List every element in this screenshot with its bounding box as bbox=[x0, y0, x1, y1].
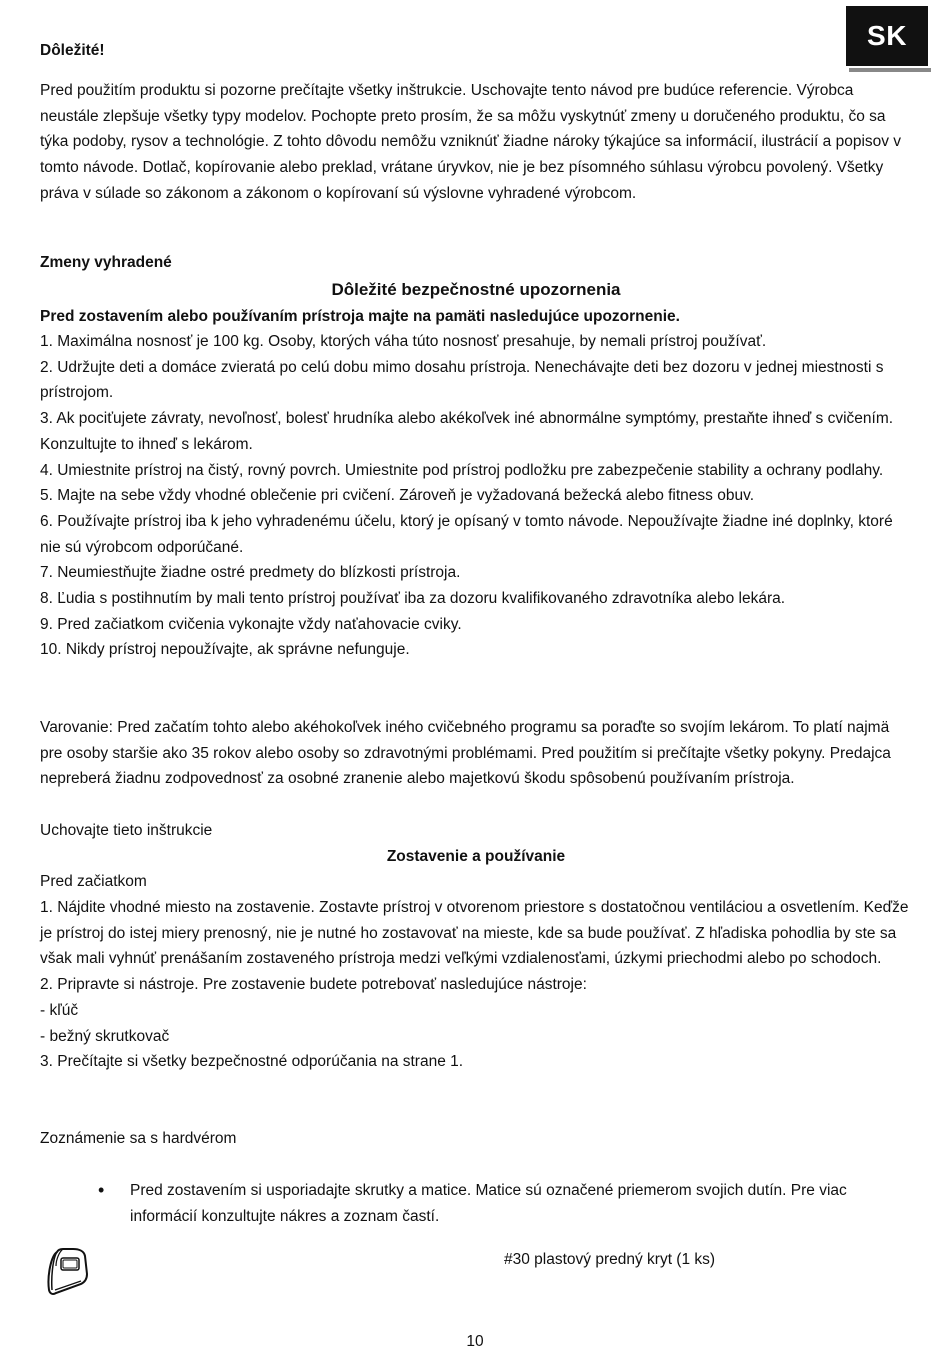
safety-lead: Pred zostavením alebo používaním prístroja majte na pamäti nasledujúce upozornenie. bbox=[40, 308, 680, 325]
safety-item: 9. Pred začiatkom cvičenia vykonajte vždy naťahovacie cviky. bbox=[40, 615, 462, 633]
before-start: Pred začiatkom bbox=[40, 873, 147, 890]
assembly-list bbox=[40, 895, 912, 1075]
warning-paragraph: Varovanie: Pred začatím tohto alebo akéhokoľvek iného cvičebného programu sa poraďte so svojím lekárom. To platí najmä pre osoby staršie ako 35 rokov alebo osoby so zdravotnými problémami. Pred použitím si prečítajte všetky pokyny. Predajca nepreberá žiadnu zodpovednosť za osobné zranenie alebo majetkovú škodu spôsobenú používaním prístroja. bbox=[40, 719, 891, 788]
keep-instructions: Uchovajte tieto inštrukcie bbox=[40, 822, 213, 839]
assembly-item: 1. Nájdite vhodné miesto na zostavenie. Zostavte prístroj v otvorenom priestore s dostatočnou ventiláciou a osvetlením. Keďže je prístroj do istej miery prenosný, nie je nutné ho zostavovať na mieste, kde sa bude používať. Z hľadiska pohodlia by ste sa však mali vyhnúť prenášaním zostaveného prístroja medzi veľkými vzdialenosťami, úzkymi priechodmi alebo po schodoch. bbox=[40, 899, 909, 968]
safety-item: 7. Neumiestňujte žiadne ostré predmety do blízkosti prístroja. bbox=[40, 564, 461, 582]
assembly-item: - kľúč bbox=[40, 1001, 79, 1019]
plastic-front-cover-icon bbox=[43, 1246, 95, 1298]
safety-item: 10. Nikdy prístroj nepoužívajte, ak správne nefunguje. bbox=[40, 641, 410, 659]
safety-item: 4. Umiestnite prístroj na čistý, rovný povrch. Umiestnite pod prístroj podložku pre zabezpečenie stability a ochrany podlahy. bbox=[40, 461, 884, 479]
safety-item: 1. Maximálna nosnosť je 100 kg. Osoby, ktorých váha túto nosnosť presahuje, by nemali prístroj používať. bbox=[40, 333, 767, 350]
intro-paragraph: Pred použitím produktu si pozorne prečítajte všetky inštrukcie. Uschovajte tento návod pre budúce referencie. Výrobca neustále zlepšuje všetky typy modelov. Pochopte preto prosím, že sa môžu vyskytnúť zmeny u doručeného produktu, čo sa týka podoby, rysov a technológie. Z tohto dôvodu nemôžu vzniknúť žiadne nároky týkajúce sa informácií, ilustrácií a popisov v tomto návode. Dotlač, kopírovanie alebo preklad, vrátane úryvkov, nie je bez písomného súhlasu výrobcu povolený. Všetky práva v súlade so zákonom a zákonom o kopírovaní sú výslovne vyhradené výrobcom. bbox=[40, 82, 902, 202]
assembly-heading: Zostavenie a používanie bbox=[386, 848, 566, 865]
changes-reserved: Zmeny vyhradené bbox=[40, 254, 172, 271]
important-title: Dôležité! bbox=[40, 42, 105, 59]
hardware-bullet: • Pred zostavením si usporiadajte skrutky a matice. Matice sú označené priemerom svojich dutín. Pre viac informácií konzultujte nákres a zoznam častí. bbox=[40, 1178, 912, 1229]
safety-heading: Dôležité bezpečnostné upozornenia bbox=[331, 280, 621, 299]
language-badge: SK bbox=[846, 6, 928, 66]
safety-item: 3. Ak pociťujete závraty, nevoľnosť, bolesť hrudníka alebo akékoľvek iné abnormálne symptómy, prestaňte ihneď s cvičením. Konzultujte to ihneď s lekárom. bbox=[40, 410, 894, 453]
safety-list bbox=[40, 329, 912, 663]
part-label: #30 plastový predný kryt (1 ks) bbox=[504, 1251, 716, 1268]
hardware-heading: Zoznámenie sa s hardvérom bbox=[40, 1130, 237, 1147]
safety-item: 2. Udržujte deti a domáce zvieratá po celú dobu mimo dosahu prístroja. Nenechávajte deti bez dozoru v jednej miestnosti s prístrojom. bbox=[40, 358, 884, 402]
assembly-item: - bežný skrutkovač bbox=[40, 1027, 170, 1045]
safety-item: 5. Majte na sebe vždy vhodné oblečenie pri cvičení. Zároveň je vyžadovaná bežecká alebo fitness obuv. bbox=[40, 487, 754, 505]
assembly-item: 2. Pripravte si nástroje. Pre zostavenie budete potrebovať nasledujúce nástroje: bbox=[40, 976, 587, 994]
page-number: 10 bbox=[466, 1333, 484, 1350]
assembly-item: 3. Prečítajte si všetky bezpečnostné odporúčania na strane 1. bbox=[40, 1053, 464, 1071]
hardware-list bbox=[40, 1178, 912, 1229]
safety-item: 8. Ľudia s postihnutím by mali tento prístroj používať iba za dozoru kvalifikovaného zdravotníka alebo lekára. bbox=[40, 590, 786, 608]
safety-item: 6. Používajte prístroj iba k jeho vyhradenému účelu, ktorý je opísaný v tomto návode. Nepoužívajte žiadne iné doplnky, ktoré nie sú výrobcom odporúčané. bbox=[40, 512, 893, 556]
